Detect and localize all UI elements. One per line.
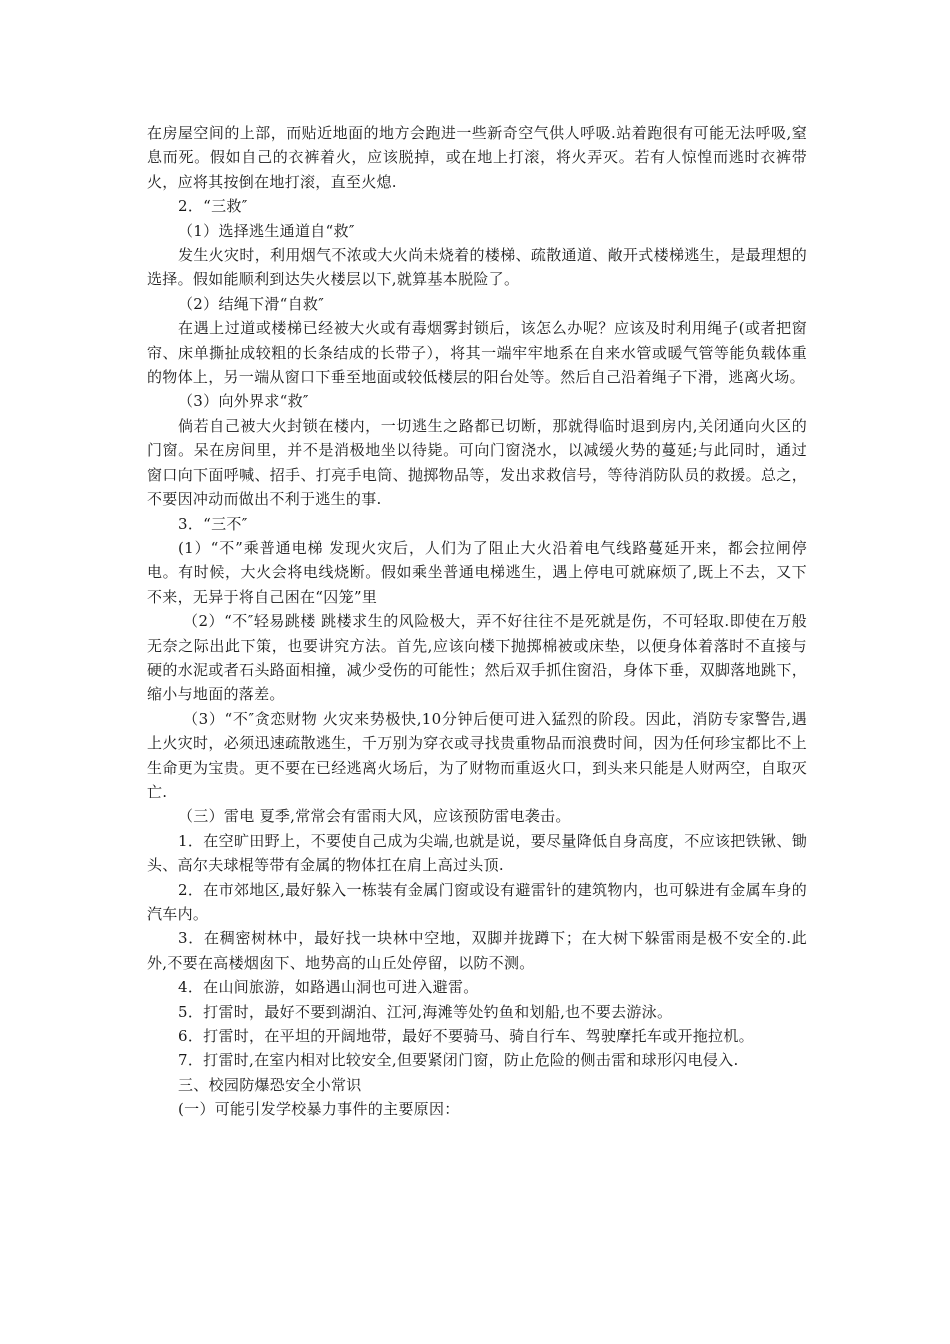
paragraph: 1．在空旷田野上，不要使自己成为尖端,也就是说，要尽量降低自身高度，不应该把铁锹、锄头、高尔夫球棍等带有金属的物体扛在肩上高过头顶.	[147, 831, 807, 875]
paragraph: 4．在山间旅游，如路遇山洞也可进入避雷。	[178, 978, 479, 997]
paragraph: 2．在市郊地区,最好躲入一栋装有金属门窗或设有避雷针的建筑物内，也可躲进有金属车身的汽车内。	[147, 880, 807, 923]
paragraph: 倘若自己被大火封锁在楼内，一切逃生之路都已切断，那就得临时退到房内,关闭通向火区的门窗。呆在房间里，并不是消极地坐以待毙。可向门窗浇水，以减缓火势的蔓延;与此同时，通过窗口向下面呼喊、招手、打亮手电筒、抛掷物品等，发出求救信号，等待消防队员的救援。总之，不要因冲动而做出不利于逃生的事.	[147, 416, 807, 509]
paragraph: 5．打雷时，最好不要到湖泊、江河,海滩等处钓鱼和划船,也不要去游泳。	[178, 1002, 673, 1021]
paragraph: 3．在稠密树林中，最好找一块林中空地，双脚并拢蹲下；在大树下躲雷雨是极不安全的.此外,不要在高楼烟囱下、地势高的山丘处停留，以防不测。	[147, 929, 807, 972]
paragraph: 6．打雷时，在平坦的开阔地带，最好不要骑马、骑自行车、驾驶摩托车或开拖拉机。	[178, 1027, 754, 1046]
paragraph: （2）结绳下滑“自救″	[178, 294, 325, 313]
paragraph: 发生火灾时，利用烟气不浓或大火尚未烧着的楼梯、疏散通道、敞开式楼梯逃生，是最理想的选择。假如能顺利到达失火楼层以下,就算基本脱险了。	[147, 246, 807, 289]
paragraph: （2）“不″轻易跳楼 跳楼求生的风险极大，弄不好往往不是死就是伤，不可轻取.即使在万般无奈之际出此下策，也要讲究方法。首先,应该向楼下抛掷棉被或床垫，以便身体着落时不直接与硬的水泥或者石头路面相撞，减少受伤的可能性；然后双手抓住窗沿，身体下垂，双脚落地跳下，缩小与地面的落差。	[147, 612, 807, 704]
paragraph: 在房屋空间的上部，而贴近地面的地方会跑进一些新奇空气供人呼吸.站着跑很有可能无法呼吸,窒息而死。假如自己的衣裤着火，应该脱掉，或在地上打滚，将火弄灭。若有人惊惶而逃时衣裤带火，应将其按倒在地打滚，直至火熄.	[147, 124, 807, 191]
paragraph: (1）“不”乘普通电梯 发现火灾后，人们为了阻止大火沿着电气线路蔓延开来，都会拉闸停电。有时候，大火会将电线烧断。假如乘坐普通电梯逃生，遇上停电可就麻烦了,既上不去，又下不来，无异于将自己困在“囚笼”里	[147, 538, 807, 606]
section-heading: 三、校园防爆恐安全小常识	[178, 1075, 362, 1094]
paragraph: 7．打雷时,在室内相对比较安全,但要紧闭门窗，防止危险的侧击雷和球形闪电侵入.	[178, 1051, 739, 1070]
document-body	[147, 121, 807, 1122]
paragraph: 2．“三救″	[178, 197, 248, 216]
subsection-heading: (一）可能引发学校暴力事件的主要原因：	[178, 1100, 460, 1119]
paragraph: 3．“三不″	[178, 514, 248, 533]
paragraph: （3）“不″贪恋财物 火灾来势极快,10分钟后便可进入猛烈的阶段。因此，消防专家警告,遇上火灾时，必须迅速疏散逃生，千万别为穿衣或寻找贵重物品而浪费时间，因为任何珍宝都比不上生命更为宝贵。更不要在已经逃离火场后，为了财物而重返火口，到头来只能是人财两空，自取灭亡.	[147, 709, 807, 801]
paragraph: 在遇上过道或楼梯已经被大火或有毒烟雾封锁后，该怎么办呢？应该及时利用绳子(或者把窗帘、床单撕扯成较粗的长条结成的长带子），将其一端牢牢地系在自来水管或暖气管等能负载体重的物体上，另一端从窗口下垂至地面或较低楼层的阳台处等。然后自己沿着绳子下滑，逃离火场。	[147, 319, 807, 387]
paragraph: （三）雷电 夏季,常常会有雷雨大风，应该预防雷电袭击。	[178, 807, 571, 826]
paragraph: （3）向外界求“救″	[178, 392, 309, 411]
paragraph: （1）选择逃生通道自“救″	[178, 221, 355, 240]
